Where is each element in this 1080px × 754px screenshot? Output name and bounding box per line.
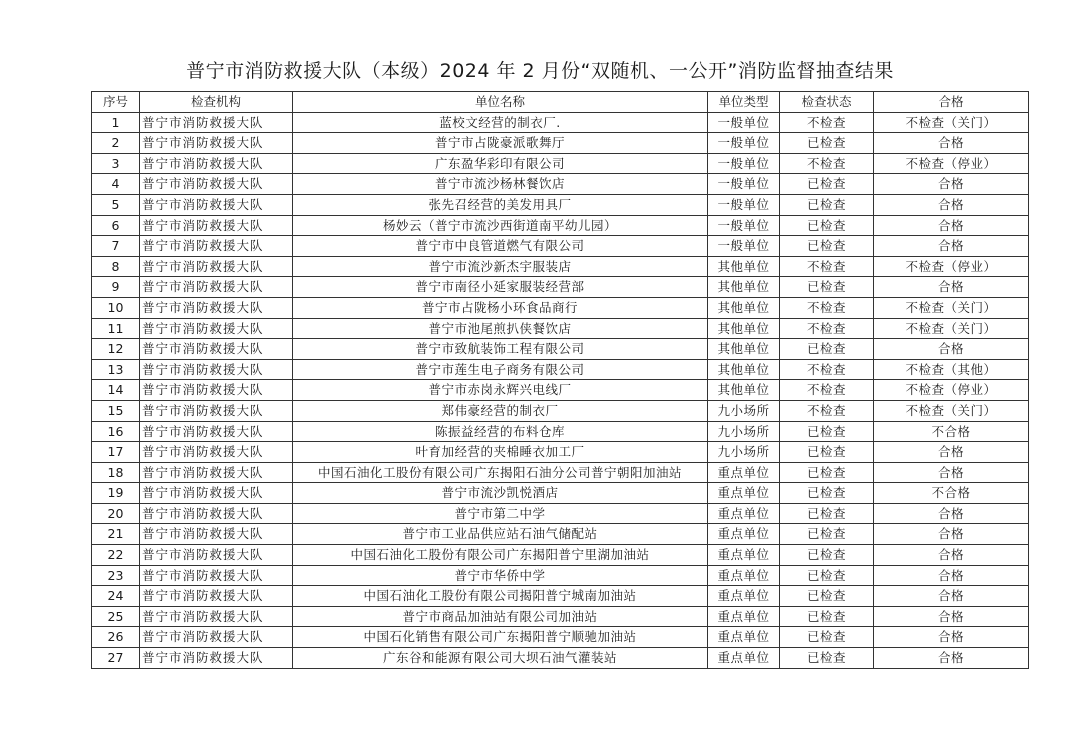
cell-unit-type: 其他单位: [708, 339, 780, 360]
cell-unit-type: 重点单位: [708, 503, 780, 524]
cell-unit-type: 九小场所: [708, 400, 780, 421]
cell-inspection-agency: 普宁市消防救援大队: [140, 545, 293, 566]
table-row: [92, 236, 1029, 257]
cell-inspection-status: 不检查: [780, 297, 874, 318]
cell-unit-name: 中国石油化工股份有限公司揭阳普宁城南加油站: [293, 586, 708, 607]
cell-result: 不检查（关门）: [874, 400, 1029, 421]
cell-unit-type: 重点单位: [708, 606, 780, 627]
cell-result: 合格: [874, 277, 1029, 298]
cell-unit-name: 普宁市商品加油站有限公司加油站: [293, 606, 708, 627]
cell-unit-type: 一般单位: [708, 174, 780, 195]
table-row: [92, 359, 1029, 380]
cell-inspection-agency: 普宁市消防救援大队: [140, 194, 293, 215]
cell-index: 9: [92, 277, 140, 298]
cell-inspection-agency: 普宁市消防救援大队: [140, 627, 293, 648]
cell-unit-name: 普宁市流沙新杰宇服装店: [293, 256, 708, 277]
table-row: [92, 565, 1029, 586]
cell-inspection-status: 已检查: [780, 339, 874, 360]
cell-inspection-agency: 普宁市消防救援大队: [140, 380, 293, 401]
cell-inspection-status: 不检查: [780, 318, 874, 339]
cell-result: 不检查（停业）: [874, 256, 1029, 277]
cell-unit-type: 其他单位: [708, 359, 780, 380]
cell-result: 合格: [874, 545, 1029, 566]
cell-inspection-status: 已检查: [780, 277, 874, 298]
cell-unit-type: 九小场所: [708, 442, 780, 463]
header-index: 序号: [92, 92, 140, 113]
cell-inspection-agency: 普宁市消防救援大队: [140, 606, 293, 627]
cell-index: 8: [92, 256, 140, 277]
cell-inspection-status: 不检查: [780, 256, 874, 277]
cell-inspection-status: 已检查: [780, 648, 874, 669]
cell-inspection-agency: 普宁市消防救援大队: [140, 586, 293, 607]
cell-unit-name: 杨妙云（普宁市流沙西街道南平幼儿园）: [293, 215, 708, 236]
cell-unit-type: 其他单位: [708, 256, 780, 277]
cell-inspection-agency: 普宁市消防救援大队: [140, 133, 293, 154]
table-row: [92, 462, 1029, 483]
cell-result: 合格: [874, 236, 1029, 257]
cell-index: 13: [92, 359, 140, 380]
cell-result: 合格: [874, 586, 1029, 607]
page-title: 普宁市消防救援大队（本级）2024 年 2 月份“双随机、一公开”消防监督抽查结果: [186, 60, 894, 82]
table-row: [92, 133, 1029, 154]
table-row: [92, 606, 1029, 627]
table-row: [92, 627, 1029, 648]
cell-result: 不检查（其他）: [874, 359, 1029, 380]
cell-unit-type: 重点单位: [708, 545, 780, 566]
table-row: [92, 318, 1029, 339]
cell-index: 4: [92, 174, 140, 195]
cell-unit-type: 一般单位: [708, 215, 780, 236]
cell-inspection-status: 已检查: [780, 606, 874, 627]
cell-result: 合格: [874, 215, 1029, 236]
cell-inspection-status: 已检查: [780, 524, 874, 545]
cell-unit-name: 普宁市莲生电子商务有限公司: [293, 359, 708, 380]
cell-inspection-agency: 普宁市消防救援大队: [140, 421, 293, 442]
cell-unit-name: 普宁市南径小延家服装经营部: [293, 277, 708, 298]
cell-inspection-status: 已检查: [780, 503, 874, 524]
cell-inspection-status: 已检查: [780, 174, 874, 195]
cell-inspection-status: 不检查: [780, 380, 874, 401]
cell-result: 不合格: [874, 483, 1029, 504]
cell-index: 12: [92, 339, 140, 360]
header-inspection-agency: 检查机构: [140, 92, 293, 113]
cell-result: 合格: [874, 462, 1029, 483]
cell-inspection-agency: 普宁市消防救援大队: [140, 318, 293, 339]
cell-inspection-agency: 普宁市消防救援大队: [140, 277, 293, 298]
cell-result: 不检查（关门）: [874, 318, 1029, 339]
table-row: [92, 256, 1029, 277]
cell-inspection-status: 已检查: [780, 442, 874, 463]
cell-result: 不检查（关门）: [874, 112, 1029, 133]
table-row: [92, 194, 1029, 215]
cell-inspection-status: 已检查: [780, 462, 874, 483]
cell-index: 16: [92, 421, 140, 442]
cell-inspection-status: 已检查: [780, 215, 874, 236]
table-row: [92, 483, 1029, 504]
cell-unit-name: 中国石油化工股份有限公司广东揭阳石油分公司普宁朝阳加油站: [293, 462, 708, 483]
cell-index: 19: [92, 483, 140, 504]
cell-index: 3: [92, 153, 140, 174]
cell-inspection-status: 不检查: [780, 112, 874, 133]
cell-result: 合格: [874, 133, 1029, 154]
cell-unit-type: 重点单位: [708, 462, 780, 483]
cell-inspection-agency: 普宁市消防救援大队: [140, 339, 293, 360]
cell-inspection-status: 已检查: [780, 627, 874, 648]
cell-inspection-agency: 普宁市消防救援大队: [140, 503, 293, 524]
table-row: [92, 297, 1029, 318]
cell-inspection-agency: 普宁市消防救援大队: [140, 112, 293, 133]
cell-result: 合格: [874, 565, 1029, 586]
cell-unit-name: 普宁市中良管道燃气有限公司: [293, 236, 708, 257]
cell-unit-name: 中国石油化工股份有限公司广东揭阳普宁里湖加油站: [293, 545, 708, 566]
cell-unit-type: 其他单位: [708, 318, 780, 339]
cell-index: 23: [92, 565, 140, 586]
cell-unit-type: 重点单位: [708, 524, 780, 545]
cell-result: 合格: [874, 524, 1029, 545]
table-row: [92, 277, 1029, 298]
cell-inspection-agency: 普宁市消防救援大队: [140, 359, 293, 380]
cell-inspection-status: 不检查: [780, 359, 874, 380]
cell-index: 22: [92, 545, 140, 566]
header-inspection-status: 检查状态: [780, 92, 874, 113]
cell-unit-type: 其他单位: [708, 297, 780, 318]
cell-inspection-status: 已检查: [780, 586, 874, 607]
table-row: [92, 380, 1029, 401]
cell-unit-type: 重点单位: [708, 627, 780, 648]
table-header-row: [92, 92, 1029, 113]
cell-unit-name: 普宁市占陇杨小环食品商行: [293, 297, 708, 318]
cell-result: 合格: [874, 606, 1029, 627]
cell-inspection-status: 不检查: [780, 153, 874, 174]
cell-result: 合格: [874, 339, 1029, 360]
table-row: [92, 174, 1029, 195]
cell-index: 18: [92, 462, 140, 483]
cell-index: 25: [92, 606, 140, 627]
cell-unit-name: 普宁市占陇豪派歌舞厅: [293, 133, 708, 154]
cell-unit-type: 一般单位: [708, 236, 780, 257]
cell-index: 2: [92, 133, 140, 154]
cell-unit-type: 一般单位: [708, 112, 780, 133]
cell-unit-name: 普宁市致航装饰工程有限公司: [293, 339, 708, 360]
cell-inspection-status: 已检查: [780, 236, 874, 257]
table-row: [92, 215, 1029, 236]
cell-result: 合格: [874, 648, 1029, 669]
cell-unit-name: 普宁市赤岗永辉兴电线厂: [293, 380, 708, 401]
cell-unit-type: 九小场所: [708, 421, 780, 442]
cell-inspection-agency: 普宁市消防救援大队: [140, 648, 293, 669]
cell-index: 20: [92, 503, 140, 524]
cell-index: 11: [92, 318, 140, 339]
cell-unit-type: 重点单位: [708, 565, 780, 586]
cell-unit-type: 重点单位: [708, 648, 780, 669]
cell-inspection-agency: 普宁市消防救援大队: [140, 215, 293, 236]
cell-inspection-agency: 普宁市消防救援大队: [140, 565, 293, 586]
cell-index: 14: [92, 380, 140, 401]
cell-inspection-agency: 普宁市消防救援大队: [140, 524, 293, 545]
cell-result: 合格: [874, 503, 1029, 524]
cell-unit-name: 普宁市流沙杨林餐饮店: [293, 174, 708, 195]
cell-index: 26: [92, 627, 140, 648]
cell-result: 合格: [874, 627, 1029, 648]
cell-unit-name: 陈振益经营的布料仓库: [293, 421, 708, 442]
cell-unit-name: 普宁市工业品供应站石油气储配站: [293, 524, 708, 545]
cell-unit-name: 中国石化销售有限公司广东揭阳普宁顺驰加油站: [293, 627, 708, 648]
cell-inspection-status: 已检查: [780, 194, 874, 215]
table-row: [92, 153, 1029, 174]
cell-unit-type: 一般单位: [708, 153, 780, 174]
cell-inspection-agency: 普宁市消防救援大队: [140, 462, 293, 483]
table-row: [92, 524, 1029, 545]
cell-unit-type: 重点单位: [708, 483, 780, 504]
table-row: [92, 442, 1029, 463]
cell-unit-type: 重点单位: [708, 586, 780, 607]
table-row: [92, 112, 1029, 133]
cell-unit-name: 广东谷和能源有限公司大坝石油气灌装站: [293, 648, 708, 669]
cell-result: 不合格: [874, 421, 1029, 442]
cell-inspection-agency: 普宁市消防救援大队: [140, 256, 293, 277]
cell-inspection-agency: 普宁市消防救援大队: [140, 483, 293, 504]
cell-unit-name: 普宁市华侨中学: [293, 565, 708, 586]
table-row: [92, 648, 1029, 669]
cell-inspection-agency: 普宁市消防救援大队: [140, 174, 293, 195]
cell-index: 24: [92, 586, 140, 607]
cell-unit-name: 蓝校文经营的制衣厂.: [293, 112, 708, 133]
cell-unit-name: 普宁市池尾煎扒侠餐饮店: [293, 318, 708, 339]
cell-unit-name: 叶育加经营的夹棉睡衣加工厂: [293, 442, 708, 463]
cell-unit-name: 普宁市流沙凯悦酒店: [293, 483, 708, 504]
cell-index: 5: [92, 194, 140, 215]
cell-inspection-agency: 普宁市消防救援大队: [140, 400, 293, 421]
cell-inspection-agency: 普宁市消防救援大队: [140, 236, 293, 257]
results-table: [91, 91, 1029, 669]
cell-unit-type: 其他单位: [708, 277, 780, 298]
cell-result: 不检查（停业）: [874, 153, 1029, 174]
cell-unit-name: 广东盈华彩印有限公司: [293, 153, 708, 174]
cell-index: 27: [92, 648, 140, 669]
table-row: [92, 545, 1029, 566]
cell-result: 合格: [874, 442, 1029, 463]
cell-unit-name: 张先召经营的美发用具厂: [293, 194, 708, 215]
cell-inspection-status: 不检查: [780, 400, 874, 421]
table-row: [92, 400, 1029, 421]
cell-result: 不检查（关门）: [874, 297, 1029, 318]
cell-unit-name: 普宁市第二中学: [293, 503, 708, 524]
cell-unit-type: 一般单位: [708, 133, 780, 154]
cell-result: 不检查（停业）: [874, 380, 1029, 401]
cell-unit-name: 郑伟豪经营的制衣厂: [293, 400, 708, 421]
table-row: [92, 586, 1029, 607]
cell-index: 17: [92, 442, 140, 463]
cell-index: 6: [92, 215, 140, 236]
header-unit-name: 单位名称: [293, 92, 708, 113]
header-result: 合格: [874, 92, 1029, 113]
cell-inspection-status: 已检查: [780, 133, 874, 154]
cell-inspection-agency: 普宁市消防救援大队: [140, 297, 293, 318]
cell-inspection-agency: 普宁市消防救援大队: [140, 442, 293, 463]
cell-index: 1: [92, 112, 140, 133]
cell-inspection-status: 已检查: [780, 545, 874, 566]
cell-inspection-agency: 普宁市消防救援大队: [140, 153, 293, 174]
cell-index: 15: [92, 400, 140, 421]
table-row: [92, 421, 1029, 442]
cell-result: 合格: [874, 174, 1029, 195]
cell-unit-type: 一般单位: [708, 194, 780, 215]
table-row: [92, 339, 1029, 360]
cell-result: 合格: [874, 194, 1029, 215]
cell-unit-type: 其他单位: [708, 380, 780, 401]
cell-inspection-status: 已检查: [780, 565, 874, 586]
cell-index: 21: [92, 524, 140, 545]
cell-index: 10: [92, 297, 140, 318]
table-row: [92, 503, 1029, 524]
cell-inspection-status: 已检查: [780, 483, 874, 504]
header-unit-type: 单位类型: [708, 92, 780, 113]
cell-inspection-status: 已检查: [780, 421, 874, 442]
cell-index: 7: [92, 236, 140, 257]
